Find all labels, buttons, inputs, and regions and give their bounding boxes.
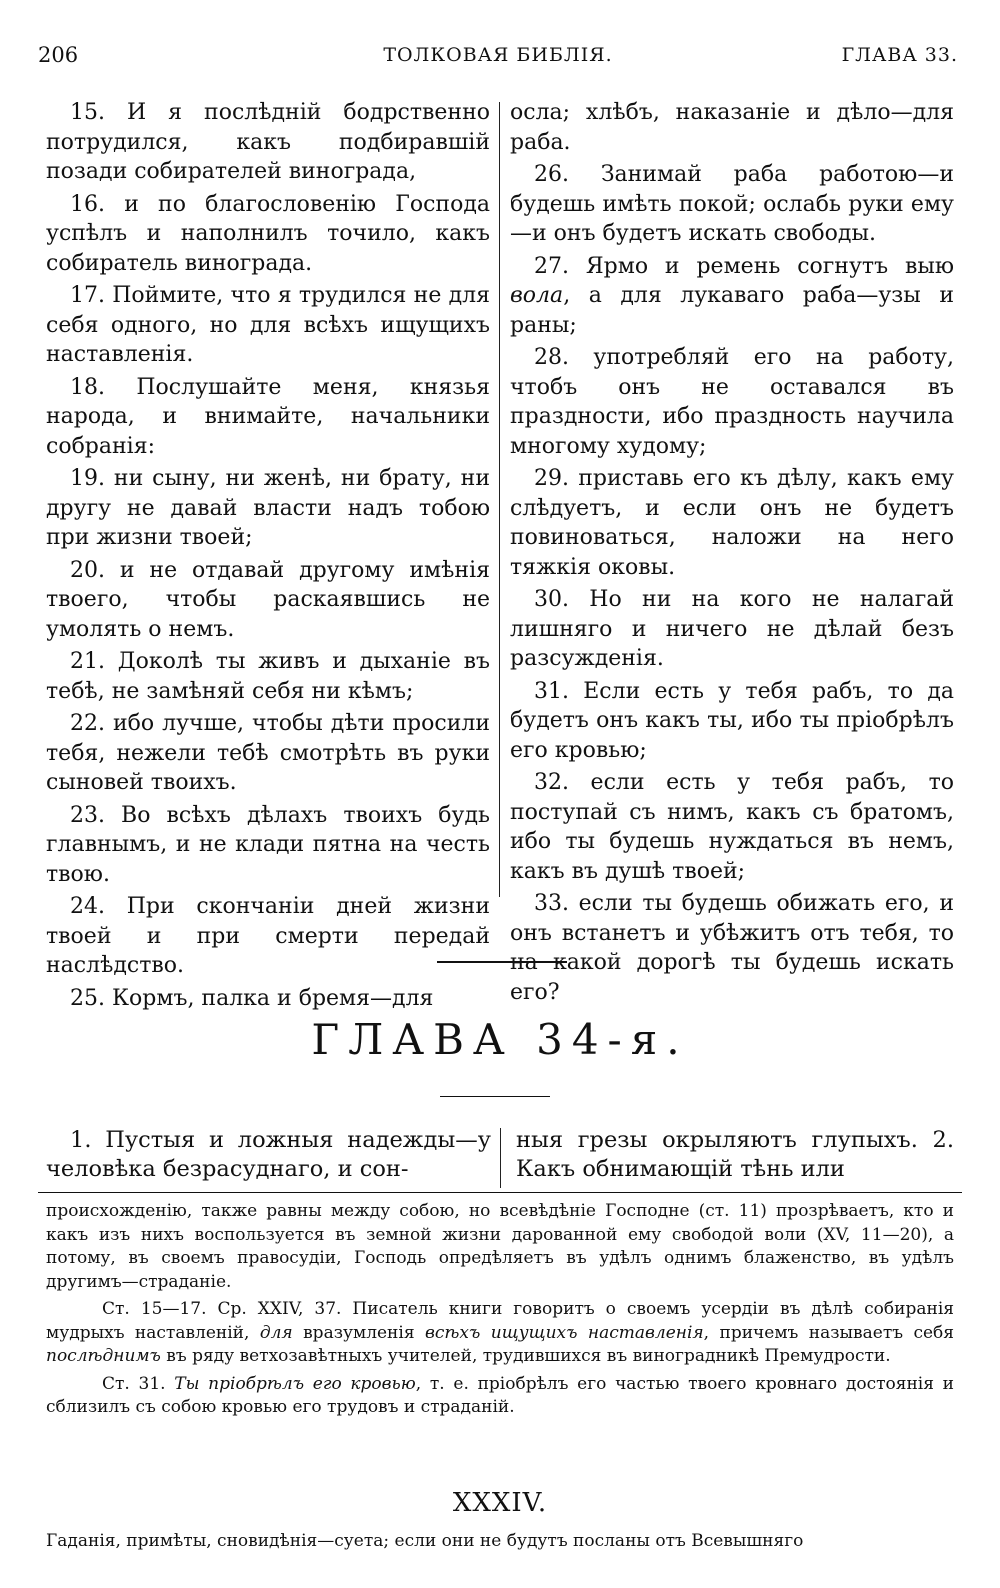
verse-18: 18. Послушайте меня, князья народа, и внимайте, начальники собранія: bbox=[46, 374, 490, 459]
verse-17: 17. Поймите, что я трудился не для себя одного, но для всѣхъ ищущихъ наставленія. bbox=[46, 283, 490, 367]
left-column bbox=[46, 98, 490, 1016]
commentary-separator bbox=[38, 1192, 962, 1193]
verse-26: 26. Занимай раба работою—и будешь имѣть покой; ослабь руки ему—и онъ будетъ искать свободы. bbox=[510, 162, 954, 246]
chapter-33-text bbox=[46, 98, 954, 1011]
ch34-verse-1: 1. Пустыя и ложныя надежды—у человѣка безрасуднаго, и сон- bbox=[46, 1127, 491, 1182]
c2-part-a: Ст. 15—17. Ср. XXIV, 37. Писатель книги говоритъ о своемъ усердіи въ дѣлѣ собиранія мудрыхъ наставленій, bbox=[46, 1299, 954, 1343]
chapter-rule-bottom bbox=[440, 1096, 550, 1097]
chapter-label: ГЛАВА 33. bbox=[841, 44, 958, 66]
verse-20: 20. и не отдавай другому имѣнія твоего, чтобы раскаявшись не умолять о немъ. bbox=[46, 557, 490, 642]
column-divider bbox=[499, 102, 500, 897]
running-header bbox=[38, 40, 958, 70]
verse-32: 32. если есть у тебя рабъ, то поступай съ нимъ, какъ съ братомъ, ибо ты будешь нуждаться въ немъ, какъ въ душѣ твоей; bbox=[510, 770, 954, 884]
commentary-paragraph-1: происхожденію, также равны между собою, но всевѣдѣніе Господне (ст. 11) прозрѣваетъ, кто и какъ изъ нихъ воспользуется въ земной жизни дарованной ему свободой воли (XV, 11—20), а потому, въ своемъ правосудіи, Господь опредѣляетъ въ удѣлъ однимъ блаженство, въ удѣлъ другимъ—страданіе. bbox=[46, 1201, 954, 1292]
verse-16: 16. и по благословенію Господа успѣлъ и наполнилъ точило, какъ собиратель винограда. bbox=[46, 191, 490, 276]
verse-19: 19. ни сыну, ни женѣ, ни брату, ни другу не давай власти надъ тобою при жизни твоей; bbox=[46, 466, 490, 550]
c2-part-d: въ ряду ветхозавѣтныхъ учителей, трудившихся въ виноградникѣ Премудрости. bbox=[160, 1346, 891, 1366]
verse-25-continuation: осла; хлѣбъ, наказаніе и дѣло—для раба. bbox=[510, 100, 954, 155]
c3-part-a: Ст. 31. bbox=[102, 1373, 175, 1394]
verse-27-text: 27. Ярмо и ремень согнутъ выю bbox=[534, 253, 954, 279]
commentary-paragraph-3 bbox=[46, 1373, 954, 1420]
verse-22: 22. ибо лучше, чтобы дѣти просили тебя, нежели тебѣ смотрѣть въ руки сыновей твоихъ. bbox=[46, 711, 490, 795]
verse-15: 15. И я послѣдній бодрственно потрудился, какъ подбиравшій позади собирателей винограда, bbox=[46, 100, 490, 184]
verse-23: 23. Во всѣхъ дѣлахъ твоихъ будь главнымъ, и не клади пятна на честь твою. bbox=[46, 802, 490, 887]
chapter-rule-top bbox=[437, 961, 567, 963]
c2-part-b: вразумленія bbox=[292, 1322, 425, 1343]
verse-24: 24. При скончаніи дней жизни твоей и при смерти передай наслѣдство. bbox=[46, 894, 490, 978]
c2-italic-1: для bbox=[259, 1322, 293, 1343]
ch34-right-column bbox=[516, 1126, 954, 1187]
commentary-section-heading: XXXIV. bbox=[452, 1488, 548, 1518]
verse-33: 33. если ты будешь обижать его, и онъ встанетъ и убѣжитъ отъ тебя, то на какой дорогѣ ты будешь искать его? bbox=[510, 891, 954, 1005]
verse-31: 31. Если есть у тебя рабъ, то да будетъ онъ какъ ты, ибо ты пріобрѣлъ его кровью; bbox=[510, 678, 954, 763]
c2-part-c: , причемъ называетъ себя bbox=[703, 1322, 955, 1343]
right-column bbox=[510, 98, 954, 1010]
page-number: 206 bbox=[38, 43, 79, 67]
verse-29: 29. приставь его къ дѣлу, какъ ему слѣдуетъ, и если онъ не будетъ повиноваться, наложи на него тяжкія оковы. bbox=[510, 466, 954, 580]
verse-30: 30. Но ни на кого не налагай лишняго и ничего не дѣлай безъ разсужденія. bbox=[510, 587, 954, 671]
c3-part-b: , т. е. пріобрѣлъ его частью твоего кровнаго достоянія и сблизилъ съ собою кровью его трудовъ и страданій. bbox=[46, 1373, 954, 1417]
book-title: ТОЛКОВАЯ БИБЛІЯ. bbox=[383, 44, 613, 66]
verse-21: 21. Доколѣ ты живъ и дыханіе въ тебѣ, не замѣняй себя ни кѣмъ; bbox=[46, 649, 490, 704]
c2-italic-2: всѣхъ ищущихъ наставленія bbox=[424, 1322, 704, 1343]
ch34-column-divider bbox=[500, 1128, 501, 1188]
verse-27-italic: вола bbox=[510, 283, 564, 308]
ch34-verse-2: ныя грезы окрыляютъ глупыхъ. 2. Какъ обнимающій тѣнь или bbox=[516, 1127, 954, 1182]
commentary-last-line: Гаданія, примѣты, сновидѣнія—суета; если они не будутъ посланы отъ Всевышняго bbox=[46, 1531, 804, 1551]
c3-italic-1: Ты пріобрѣлъ его кровью bbox=[174, 1373, 416, 1394]
verse-25: 25. Кормъ, палка и бремя—для bbox=[70, 985, 434, 1011]
c2-italic-3: послѣднимъ bbox=[46, 1346, 161, 1366]
chapter-title: ГЛАВА 34-я. bbox=[311, 1015, 689, 1064]
verse-27-text-end: , а для лукаваго раба—узы и раны; bbox=[510, 283, 954, 338]
verse-28: 28. употребляй его на работу, чтобъ онъ не оставался въ праздности, ибо праздность научила многому худому; bbox=[510, 345, 954, 459]
commentary-paragraph-2 bbox=[46, 1298, 954, 1369]
ch34-left-column bbox=[46, 1126, 491, 1187]
commentary bbox=[46, 1200, 954, 1424]
verse-27 bbox=[510, 252, 954, 341]
